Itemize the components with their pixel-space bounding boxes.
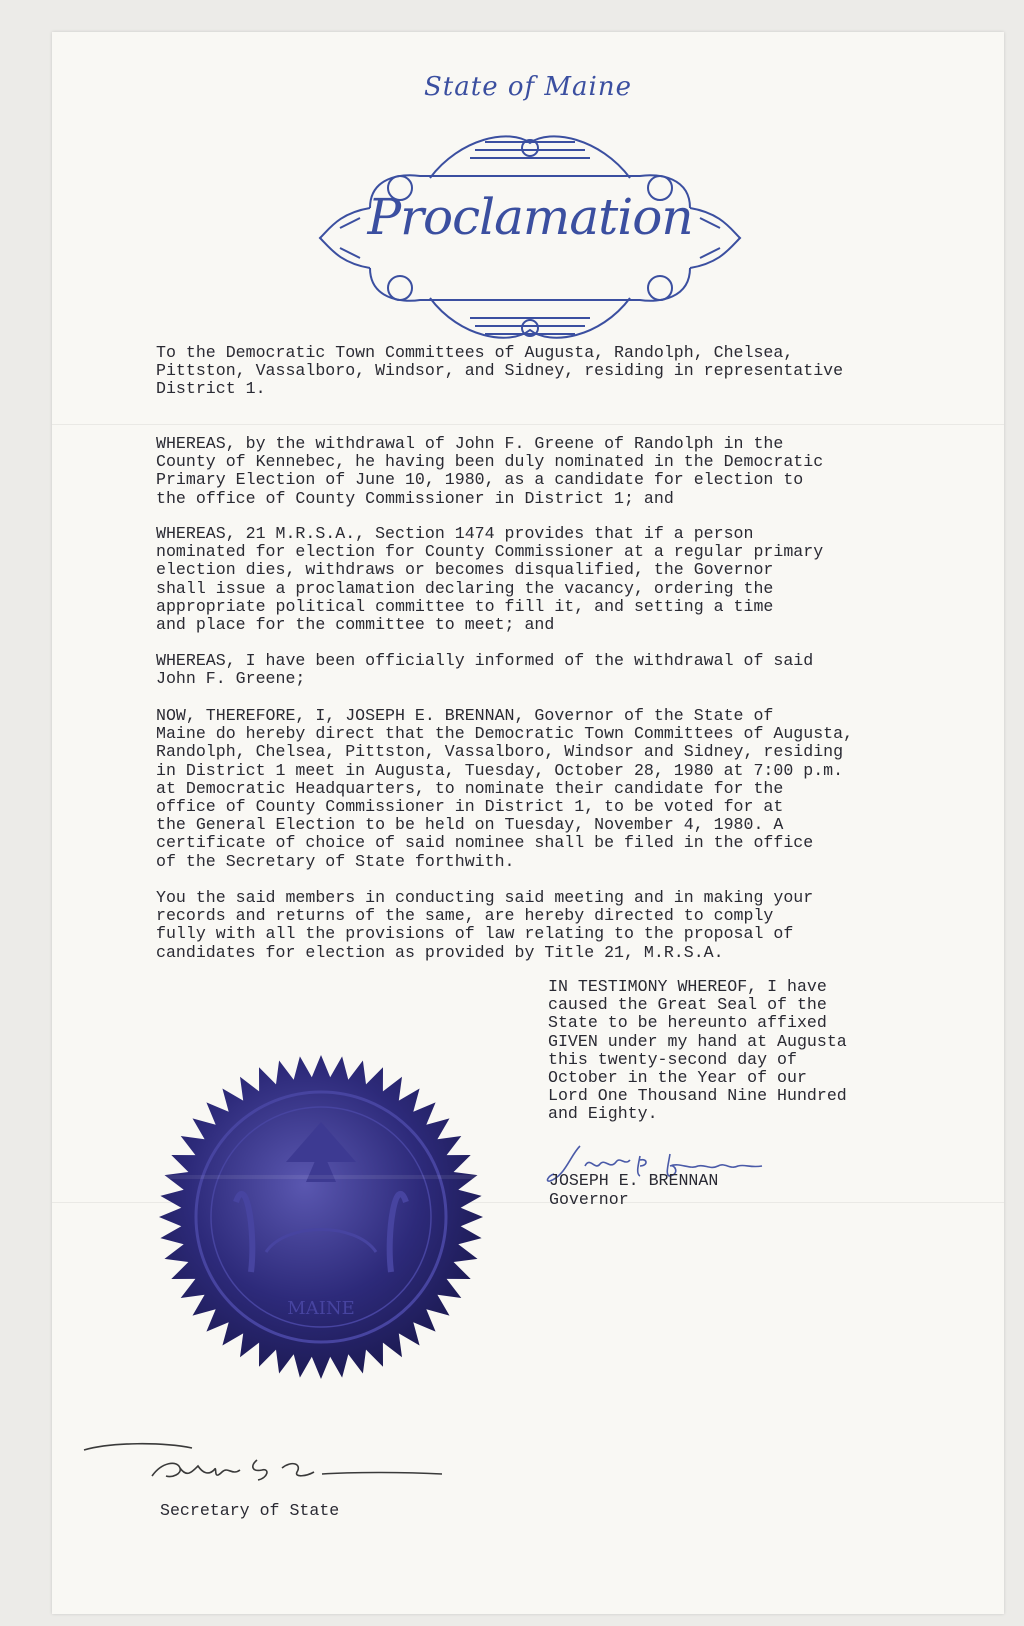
- seal-label: MAINE: [287, 1298, 355, 1319]
- governor-title: Governor: [549, 1190, 629, 1209]
- seal-icon: [156, 1052, 486, 1382]
- great-seal: [156, 1052, 486, 1382]
- whereas-paragraph-1: WHEREAS, by the withdrawal of John F. Greene of Randolph in the County of Kennebec, he having been duly nominated in the Democratic Primary Election of June 10, 1980, as a candidate for election to the office of County Commissioner in District 1; and: [156, 434, 824, 508]
- handwritten-signature-icon: [82, 1432, 462, 1512]
- whereas-paragraph-2: WHEREAS, 21 M.R.S.A., Section 1474 provides that if a person nominated for election for County Commissioner at a regular primary election dies, withdraws or becomes disqualified, the Governor shall issue a proclamation declaring the vacancy, ordering the appropriate political committee to fill it, and setting a time and place for the committee to meet; and: [156, 524, 824, 635]
- secretary-signature: [82, 1432, 462, 1512]
- fold-line: [52, 424, 1004, 425]
- proclamation-ornament: [310, 118, 750, 348]
- now-therefore-paragraph: NOW, THEREFORE, I, JOSEPH E. BRENNAN, Governor of the State of Maine do hereby direct that the Democratic Town Committees of Augusta, Randolph, Chelsea, Pittston, Vassalboro, Windsor and Sidney, residing in District 1 meet in Augusta, Tuesday, October 28, 1980 at 7:00 p.m. at Democratic Headquarters, to nominate their candidate for the office of County Commissioner in District 1, to be voted for at the General Election to be held on Tuesday, November 4, 1980. A certificate of choice of said nominee shall be filed in the office of the Secretary of State forthwith.: [156, 706, 854, 871]
- state-title: State of Maine: [424, 72, 632, 102]
- directive-paragraph: You the said members in conducting said meeting and in making your records and returns of the same, are hereby directed to comply fully with all the provisions of law relating to the proposal of candidates for election as provided by Title 21, M.R.S.A.: [156, 888, 814, 962]
- proclamation-sheet: [52, 32, 1004, 1614]
- address-paragraph: To the Democratic Town Committees of Augusta, Randolph, Chelsea, Pittston, Vassalboro, Windsor, and Sidney, residing in representative District 1.: [156, 343, 844, 399]
- testimony-paragraph: IN TESTIMONY WHEREOF, I have caused the Great Seal of the State to be hereunto affixed GIVEN under my hand at Augusta this twenty-second day of October in the Year of our Lord One Thousand Nine Hundred and Eighty.: [548, 977, 847, 1124]
- whereas-paragraph-3: WHEREAS, I have been officially informed of the withdrawal of said John F. Greene;: [156, 651, 814, 689]
- proclamation-heading: Proclamation: [367, 188, 693, 246]
- secretary-title: Secretary of State: [160, 1501, 340, 1520]
- governor-name: JOSEPH E. BRENNAN: [549, 1171, 719, 1190]
